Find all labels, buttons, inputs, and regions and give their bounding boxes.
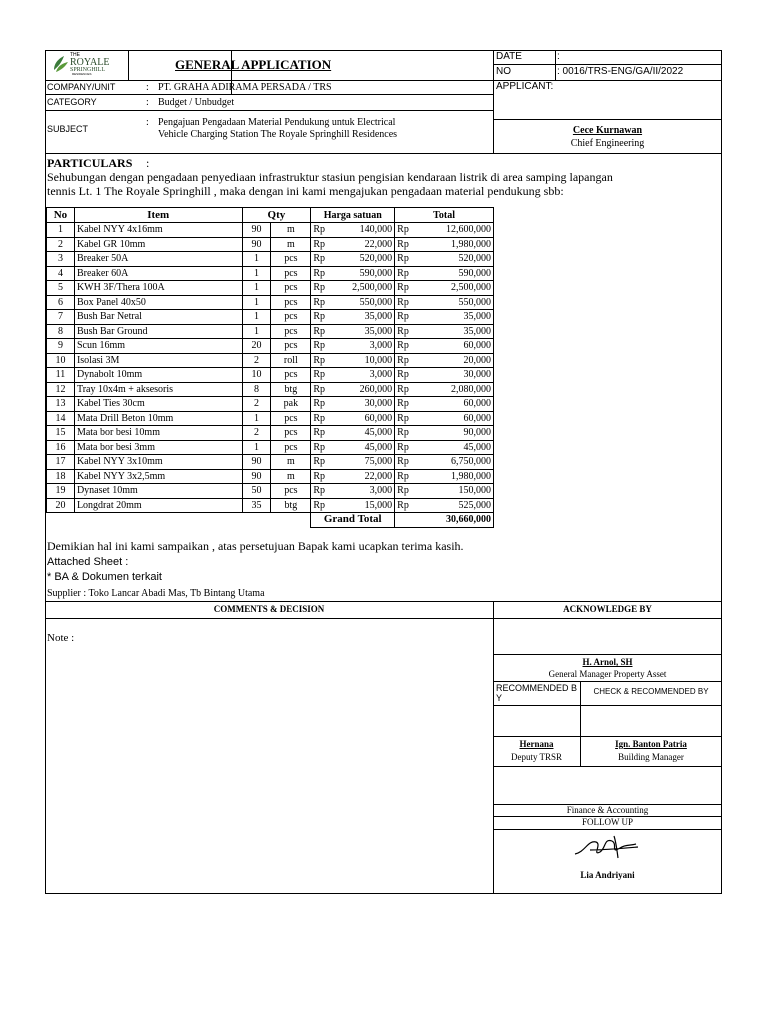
logo-royale: ROYALE (70, 57, 110, 68)
row-price-currency: Rp (311, 426, 333, 441)
subject-bottom-line (45, 153, 722, 154)
table-row (47, 382, 494, 397)
gm-name: H. Arnol, SH (582, 657, 633, 667)
table-row (47, 469, 494, 484)
row-item: Breaker 60A (74, 266, 242, 281)
row-unit: pcs (271, 339, 311, 354)
row-price: 590,000 (333, 266, 395, 281)
row-unit: pcs (271, 324, 311, 339)
row-total: 60,000 (415, 339, 494, 354)
row-qty: 10 (242, 368, 271, 383)
header-price: Harga satuan (311, 208, 395, 223)
row-qty: 35 (242, 498, 271, 513)
row-item: Longdrat 20mm (74, 498, 242, 513)
row-total-currency: Rp (395, 237, 415, 252)
applicant-name: Cece Kurnawan (572, 125, 643, 136)
row-no: 9 (47, 339, 75, 354)
date-value: : (557, 51, 560, 62)
row-no: 14 (47, 411, 75, 426)
row-price: 3,000 (333, 368, 395, 383)
row-no: 5 (47, 281, 75, 296)
deputy-name: Hernana (519, 739, 554, 749)
row-item: Mata bor besi 3mm (74, 440, 242, 455)
row-no: 13 (47, 397, 75, 412)
row-price-currency: Rp (311, 339, 333, 354)
attached-label: Attached Sheet : (47, 556, 129, 568)
row-unit: btg (271, 382, 311, 397)
row-total: 30,000 (415, 368, 494, 383)
row-total-currency: Rp (395, 397, 415, 412)
row-total-currency: Rp (395, 411, 415, 426)
supplier-text: Supplier : Toko Lancar Abadi Mas, Tb Bintang Utama (47, 588, 265, 599)
row-total: 35,000 (415, 324, 494, 339)
row-price: 22,000 (333, 469, 395, 484)
row-no: 17 (47, 455, 75, 470)
table-row (47, 237, 494, 252)
row-price: 35,000 (333, 324, 395, 339)
applicant-role: Chief Engineering (570, 138, 645, 149)
row-price: 30,000 (333, 397, 395, 412)
row-item: Isolasi 3M (74, 353, 242, 368)
row-no: 8 (47, 324, 75, 339)
row-item: Kabel GR 10mm (74, 237, 242, 252)
frame-bottom (45, 893, 722, 894)
header-qty: Qty (242, 208, 311, 223)
row-item: Tray 10x4m + aksesoris (74, 382, 242, 397)
row-price: 140,000 (333, 223, 395, 238)
row-price-currency: Rp (311, 310, 333, 325)
row-total-currency: Rp (395, 368, 415, 383)
row-total: 20,000 (415, 353, 494, 368)
row-total: 45,000 (415, 440, 494, 455)
row-price: 3,000 (333, 339, 395, 354)
bm-name: Ign. Banton Patria (615, 739, 687, 749)
table-row (47, 295, 494, 310)
applicant-label: APPLICANT: (496, 81, 554, 92)
row-price-currency: Rp (311, 411, 333, 426)
row-qty: 1 (242, 440, 271, 455)
table-row (47, 484, 494, 499)
row-unit: roll (271, 353, 311, 368)
row-item: Dynabolt 10mm (74, 368, 242, 383)
row-price: 3,000 (333, 484, 395, 499)
row-price: 75,000 (333, 455, 395, 470)
row-total: 60,000 (415, 411, 494, 426)
row-total-currency: Rp (395, 484, 415, 499)
check-label: CHECK & RECOMMENDED BY (593, 687, 709, 696)
frame-left-bottom (45, 601, 46, 894)
row-total: 520,000 (415, 252, 494, 267)
row-qty: 90 (242, 223, 271, 238)
subject-line-1: Pengajuan Pengadaan Material Pendukung untuk Electrical (158, 117, 396, 128)
row-qty: 1 (242, 310, 271, 325)
row-qty: 2 (242, 397, 271, 412)
particulars-text-1: Sehubungan dengan pengadaan penyediaan infrastruktur stasiun pengisian kendaraan listrik di area samping lapangan (47, 170, 613, 184)
row-total-currency: Rp (395, 339, 415, 354)
finance-signature-icon (570, 832, 645, 862)
row-no: 11 (47, 368, 75, 383)
grand-total-row (47, 513, 494, 528)
row-total-currency: Rp (395, 382, 415, 397)
row-total: 12,600,000 (415, 223, 494, 238)
grand-total-value: 30,660,000 (395, 513, 494, 528)
table-row (47, 310, 494, 325)
row-qty: 20 (242, 339, 271, 354)
grand-total-label: Grand Total (311, 513, 395, 528)
no-value: : 0016/TRS-ENG/GA/II/2022 (557, 66, 684, 77)
row-qty: 90 (242, 237, 271, 252)
row-total: 1,980,000 (415, 469, 494, 484)
row-qty: 8 (242, 382, 271, 397)
row-price-currency: Rp (311, 382, 333, 397)
subject-line-2: Vehicle Charging Station The Royale Springhill Residences (158, 129, 398, 140)
row-unit: pcs (271, 440, 311, 455)
row-total-currency: Rp (395, 426, 415, 441)
comments-header: COMMENTS & DECISION (213, 604, 325, 614)
table-row (47, 498, 494, 513)
row-total: 35,000 (415, 310, 494, 325)
company-colon: : (146, 82, 149, 93)
row-total: 150,000 (415, 484, 494, 499)
recommend-header-line (493, 705, 722, 706)
row-qty: 1 (242, 266, 271, 281)
row-price: 10,000 (333, 353, 395, 368)
table-row (47, 339, 494, 354)
row-price: 45,000 (333, 426, 395, 441)
role-bottom-line (493, 766, 722, 767)
row-total: 2,500,000 (415, 281, 494, 296)
table-row (47, 440, 494, 455)
row-unit: m (271, 455, 311, 470)
acknowledge-header: ACKNOWLEDGE BY (563, 604, 652, 614)
signature-line (493, 736, 722, 737)
row-item: KWH 3F/Thera 100A (74, 281, 242, 296)
row-unit: pcs (271, 310, 311, 325)
frame-right-mid (721, 153, 722, 602)
page-title: GENERAL APPLICATION (175, 57, 332, 72)
row-qty: 1 (242, 324, 271, 339)
row-price-currency: Rp (311, 324, 333, 339)
category-label: CATEGORY (47, 97, 97, 107)
row-total-currency: Rp (395, 252, 415, 267)
row-price: 22,000 (333, 237, 395, 252)
date-line (493, 64, 722, 65)
row-unit: pcs (271, 368, 311, 383)
row-total-currency: Rp (395, 310, 415, 325)
row-no: 4 (47, 266, 75, 281)
category-value: Budget / Unbudget (158, 97, 235, 108)
row-unit: pcs (271, 411, 311, 426)
followup-bottom-line (493, 829, 722, 830)
bm-role: Building Manager (618, 752, 684, 762)
follow-up-label: FOLLOW UP (581, 817, 634, 827)
row-no: 10 (47, 353, 75, 368)
logo (48, 52, 126, 78)
row-qty: 2 (242, 426, 271, 441)
row-unit: m (271, 237, 311, 252)
company-line (45, 94, 493, 95)
date-label: DATE (496, 51, 522, 62)
row-item: Mata bor besi 10mm (74, 426, 242, 441)
logo-springhill: SPRINGHILL (70, 67, 106, 73)
row-total-currency: Rp (395, 266, 415, 281)
items-table (46, 207, 494, 528)
row-total: 1,980,000 (415, 237, 494, 252)
table-header-row (47, 208, 494, 223)
company-value: PT. GRAHA ADIRAMA PERSADA / TRS (158, 82, 332, 93)
row-price-currency: Rp (311, 266, 333, 281)
row-item: Mata Drill Beton 10mm (74, 411, 242, 426)
header-total: Total (395, 208, 494, 223)
row-price-currency: Rp (311, 397, 333, 412)
row-no: 12 (47, 382, 75, 397)
no-label: NO (496, 66, 511, 77)
closing-text: Demikian hal ini kami sampaikan , atas persetujuan Bapak kami ucapkan terima kasih. (47, 539, 464, 553)
table-row (47, 252, 494, 267)
row-item: Box Panel 40x50 (74, 295, 242, 310)
row-total: 6,750,000 (415, 455, 494, 470)
logo-the: THE (70, 52, 80, 58)
row-no: 18 (47, 469, 75, 484)
row-price: 45,000 (333, 440, 395, 455)
row-no: 1 (47, 223, 75, 238)
row-item: Kabel NYY 3x2,5mm (74, 469, 242, 484)
applicant-line (493, 119, 722, 120)
row-unit: pak (271, 397, 311, 412)
row-no: 19 (47, 484, 75, 499)
row-no: 15 (47, 426, 75, 441)
row-no: 3 (47, 252, 75, 267)
row-item: Scun 16mm (74, 339, 242, 354)
row-total-currency: Rp (395, 295, 415, 310)
table-row (47, 281, 494, 296)
row-unit: pcs (271, 295, 311, 310)
header-line (45, 80, 722, 81)
logo-residences: RESIDENCES (72, 72, 92, 76)
category-colon: : (146, 97, 149, 108)
row-qty: 50 (242, 484, 271, 499)
row-no: 6 (47, 295, 75, 310)
row-total: 60,000 (415, 397, 494, 412)
row-price: 60,000 (333, 411, 395, 426)
row-qty: 90 (242, 455, 271, 470)
deputy-role: Deputy TRSR (510, 752, 563, 762)
date-value-divider (555, 50, 556, 80)
recommended-label: RECOMMENDED BY (496, 683, 578, 703)
row-unit: btg (271, 498, 311, 513)
frame-top (45, 50, 722, 51)
table-row (47, 223, 494, 238)
row-qty: 2 (242, 353, 271, 368)
row-price: 2,500,000 (333, 281, 395, 296)
row-unit: pcs (271, 266, 311, 281)
header-item: Item (74, 208, 242, 223)
row-item: Kabel Ties 30cm (74, 397, 242, 412)
row-total-currency: Rp (395, 223, 415, 238)
subject-label: SUBJECT (47, 124, 89, 134)
row-price-currency: Rp (311, 440, 333, 455)
table-row (47, 266, 494, 281)
row-price-currency: Rp (311, 223, 333, 238)
row-no: 7 (47, 310, 75, 325)
row-total: 550,000 (415, 295, 494, 310)
row-price: 35,000 (333, 310, 395, 325)
row-price-currency: Rp (311, 237, 333, 252)
row-item: Dynaset 10mm (74, 484, 242, 499)
row-price-currency: Rp (311, 295, 333, 310)
row-qty: 1 (242, 411, 271, 426)
row-price-currency: Rp (311, 252, 333, 267)
row-price-currency: Rp (311, 484, 333, 499)
bottom-section-top (45, 601, 722, 602)
finance-label: Finance & Accounting (566, 805, 649, 815)
row-unit: pcs (271, 252, 311, 267)
row-unit: pcs (271, 426, 311, 441)
row-unit: m (271, 223, 311, 238)
row-price: 15,000 (333, 498, 395, 513)
particulars-colon: : (146, 156, 150, 170)
row-qty: 1 (242, 295, 271, 310)
row-unit: m (271, 469, 311, 484)
note-label: Note : (47, 632, 75, 644)
row-no: 20 (47, 498, 75, 513)
row-total-currency: Rp (395, 353, 415, 368)
row-item: Bush Bar Ground (74, 324, 242, 339)
attached-item: * BA & Dokumen terkait (47, 571, 162, 583)
row-item: Breaker 50A (74, 252, 242, 267)
row-price-currency: Rp (311, 469, 333, 484)
row-total-currency: Rp (395, 440, 415, 455)
row-price-currency: Rp (311, 368, 333, 383)
table-row (47, 426, 494, 441)
bottom-header-line (45, 618, 722, 619)
row-total: 525,000 (415, 498, 494, 513)
row-item: Kabel NYY 4x16mm (74, 223, 242, 238)
logo-divider (128, 50, 129, 80)
row-total: 2,080,000 (415, 382, 494, 397)
row-item: Kabel NYY 3x10mm (74, 455, 242, 470)
table-row (47, 411, 494, 426)
row-qty: 1 (242, 281, 271, 296)
table-row (47, 368, 494, 383)
row-price: 260,000 (333, 382, 395, 397)
frame-left-top (45, 50, 46, 154)
row-price-currency: Rp (311, 281, 333, 296)
row-qty: 1 (242, 252, 271, 267)
row-total-currency: Rp (395, 469, 415, 484)
row-no: 2 (47, 237, 75, 252)
particulars-label: PARTICULARS (47, 156, 133, 170)
row-unit: pcs (271, 484, 311, 499)
subject-colon: : (146, 117, 149, 128)
row-total-currency: Rp (395, 498, 415, 513)
table-row (47, 455, 494, 470)
gm-role: General Manager Property Asset (548, 669, 667, 679)
header-no: No (47, 208, 75, 223)
table-row (47, 324, 494, 339)
row-price-currency: Rp (311, 455, 333, 470)
particulars-text-2: tennis Lt. 1 The Royale Springhill , maka dengan ini kami mengajukan pengadaan material pendukung sbb: (47, 184, 564, 198)
recommend-top-line (493, 681, 722, 682)
table-row (47, 397, 494, 412)
row-total: 90,000 (415, 426, 494, 441)
row-unit: pcs (271, 281, 311, 296)
row-item: Bush Bar Netral (74, 310, 242, 325)
row-price: 520,000 (333, 252, 395, 267)
gm-line (493, 654, 722, 655)
row-total: 590,000 (415, 266, 494, 281)
row-price-currency: Rp (311, 353, 333, 368)
row-total-currency: Rp (395, 455, 415, 470)
row-no: 16 (47, 440, 75, 455)
row-total-currency: Rp (395, 281, 415, 296)
row-price: 550,000 (333, 295, 395, 310)
finance-name: Lia Andriyani (580, 870, 635, 880)
row-qty: 90 (242, 469, 271, 484)
company-label: COMPANY/UNIT (47, 82, 116, 92)
table-row (47, 353, 494, 368)
row-price-currency: Rp (311, 498, 333, 513)
category-line (45, 110, 493, 111)
row-total-currency: Rp (395, 324, 415, 339)
